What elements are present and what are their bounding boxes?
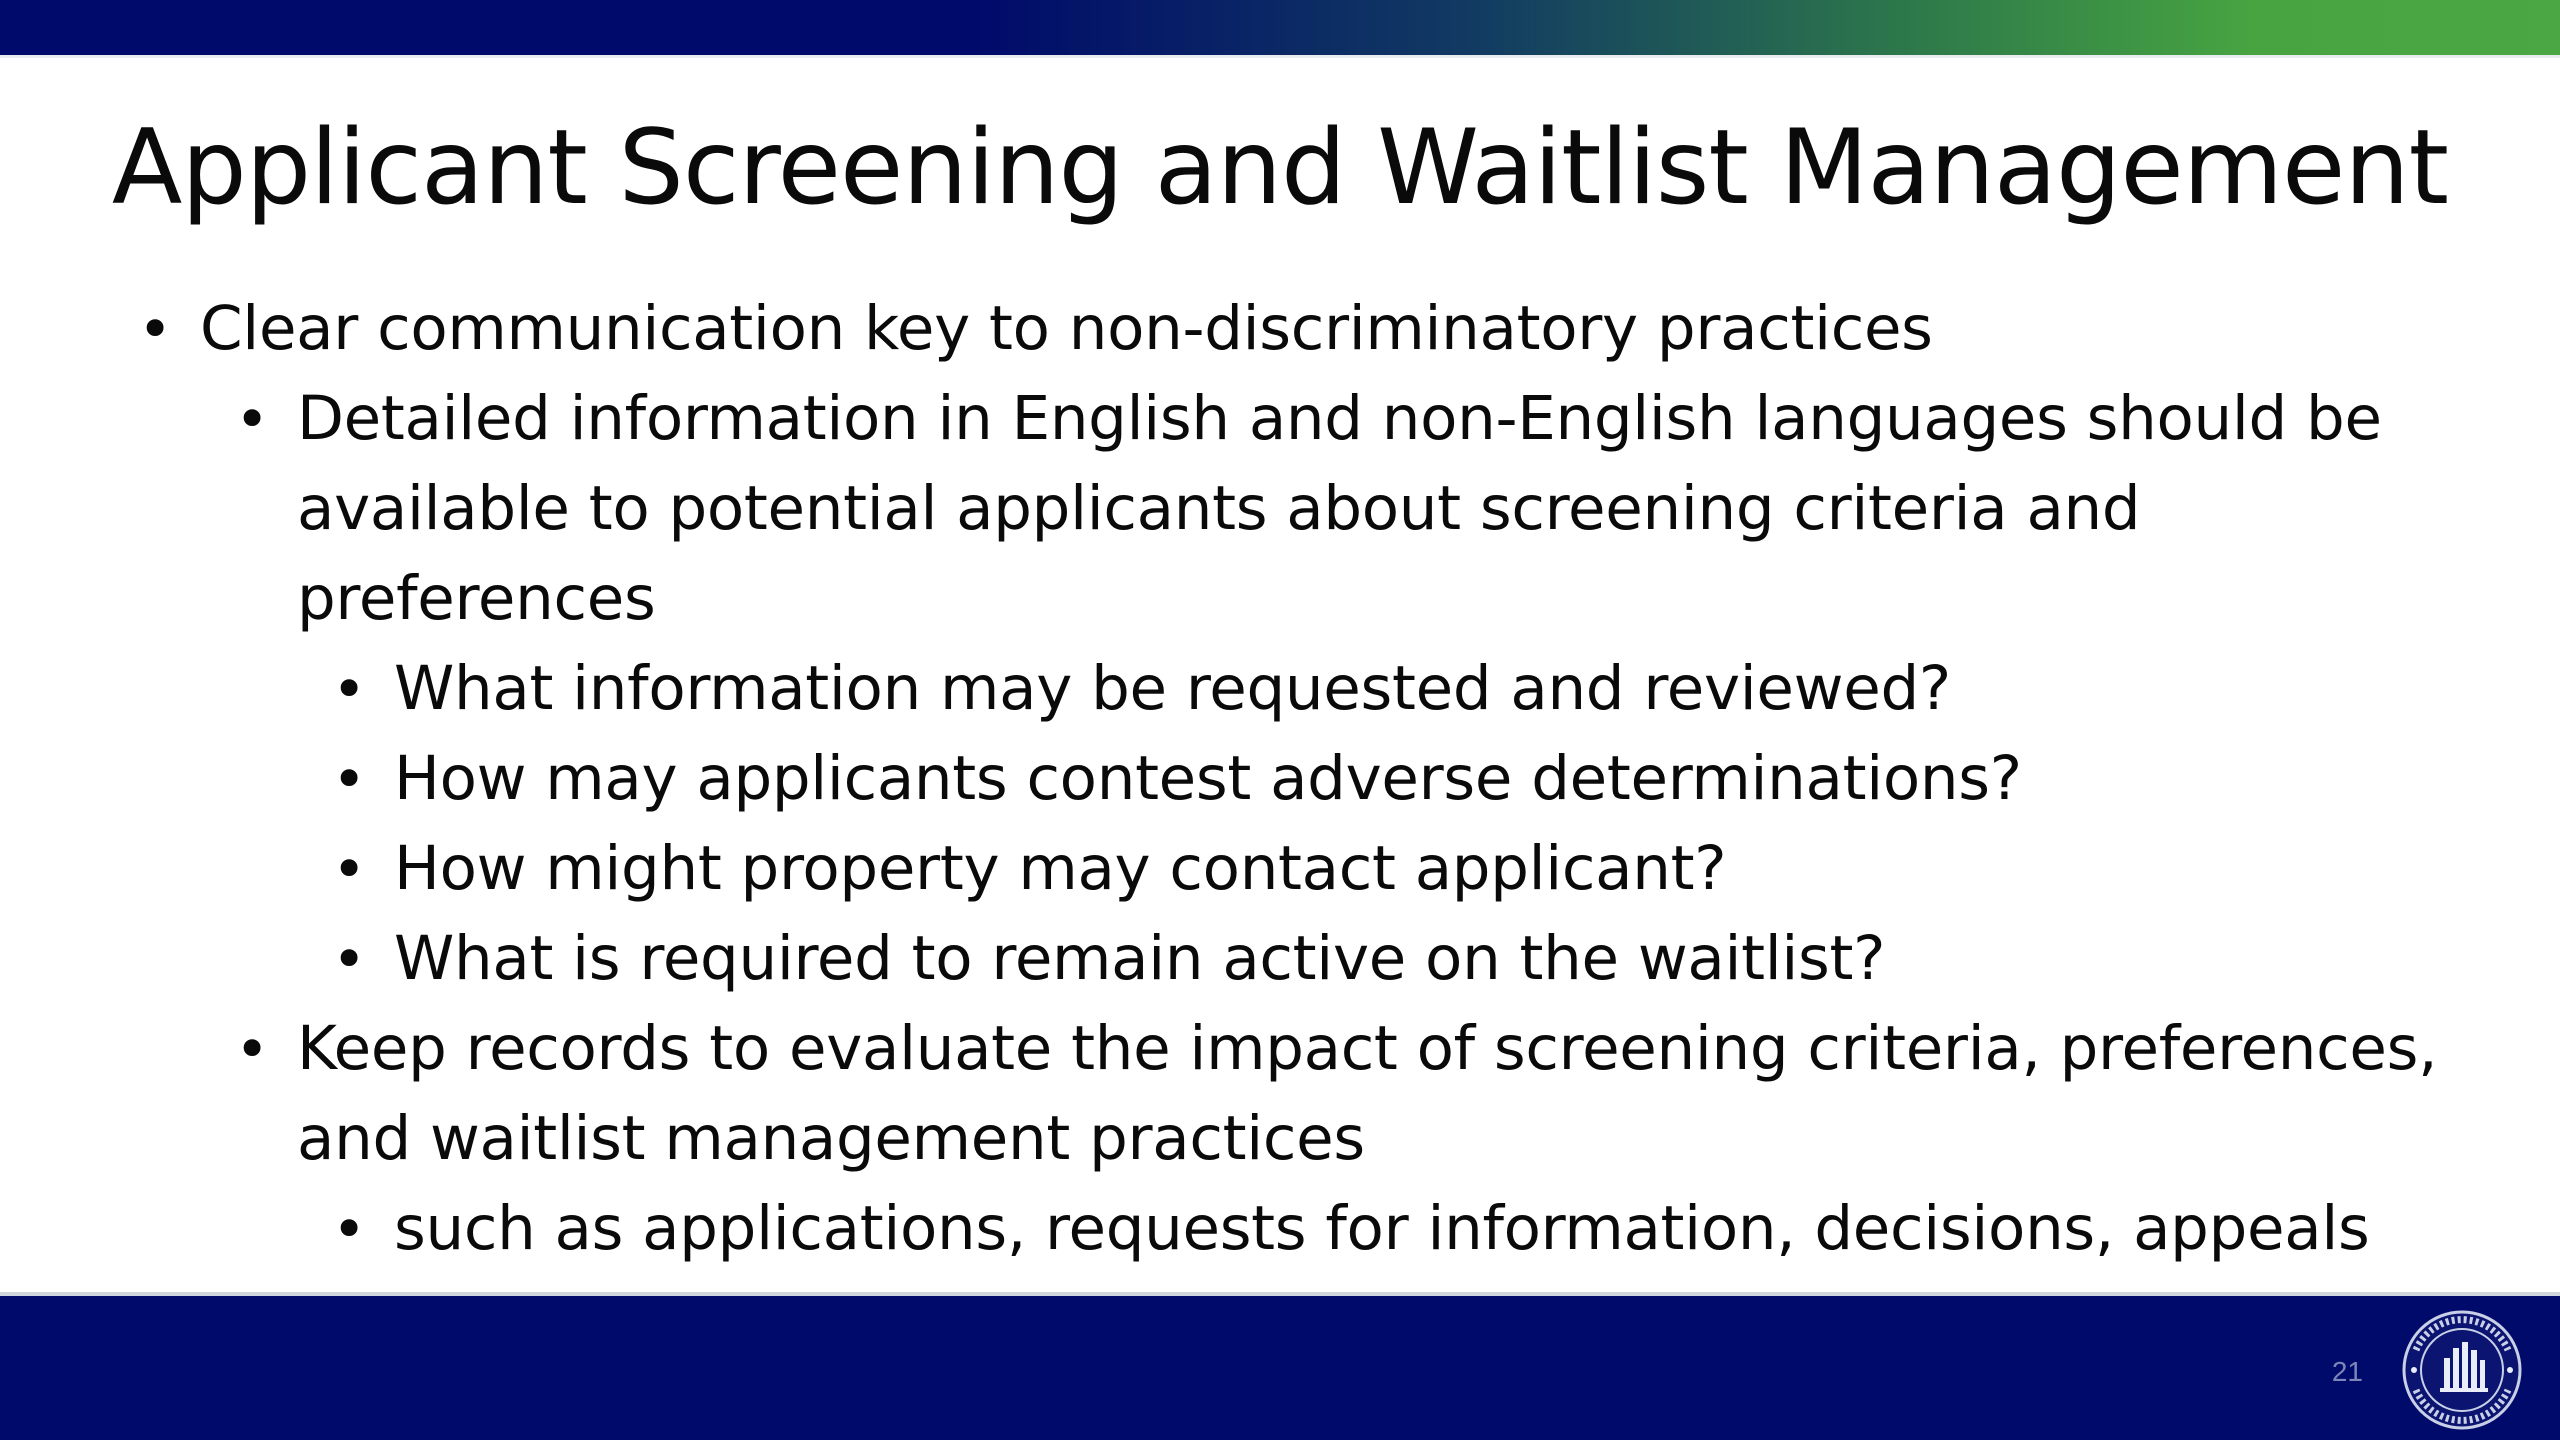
bullet-text-line: preferences [297, 563, 656, 634]
hud-seal-icon [2386, 1306, 2538, 1434]
bullet-item-level-3 [332, 644, 2444, 734]
bullet-item-level-3 [332, 824, 2444, 914]
bullet-text-line: Keep records to evaluate the impact of screening criteria, preferences, [297, 1013, 2438, 1084]
bullet-dot-icon: • [138, 295, 172, 363]
footer-band [0, 1296, 2560, 1440]
bullet-text-line: What is required to remain active on the waitlist? [394, 923, 1886, 994]
bullet-dot-icon: • [235, 385, 269, 453]
bullet-dot-icon: • [332, 745, 366, 813]
bullet-item-level-1 [138, 284, 2400, 374]
bullet-text-line: and waitlist management practices [297, 1103, 1365, 1174]
bullet-text-line: Clear communication key to non-discriminatory practices [200, 293, 1933, 364]
bullet-item-level-3 [332, 1184, 2444, 1274]
bullet-item-level-2 [235, 374, 2447, 644]
slide-title: Applicant Screening and Waitlist Management [111, 108, 2449, 228]
bullet-text-line: What information may be requested and reviewed? [394, 653, 1951, 724]
bullet-dot-icon: • [332, 835, 366, 903]
bullet-text-line: such as applications, requests for information, decisions, appeals [394, 1193, 2370, 1264]
bullet-text-line: How may applicants contest adverse determinations? [394, 743, 2022, 814]
page-number: 21 [2331, 1356, 2363, 1387]
bullet-text-line: available to potential applicants about screening criteria and [297, 473, 2141, 544]
bullet-dot-icon: • [332, 655, 366, 723]
bullet-item-level-3 [332, 734, 2444, 824]
bullet-item-level-2 [235, 1004, 2447, 1184]
bullet-dot-icon: • [235, 1015, 269, 1083]
bullet-text-line: How might property may contact applicant? [394, 833, 1727, 904]
bullet-item-level-3 [332, 914, 2444, 1004]
bullet-dot-icon: • [332, 1195, 366, 1263]
bullet-dot-icon: • [332, 925, 366, 993]
bullet-text-line: Detailed information in English and non-English languages should be [297, 383, 2382, 454]
